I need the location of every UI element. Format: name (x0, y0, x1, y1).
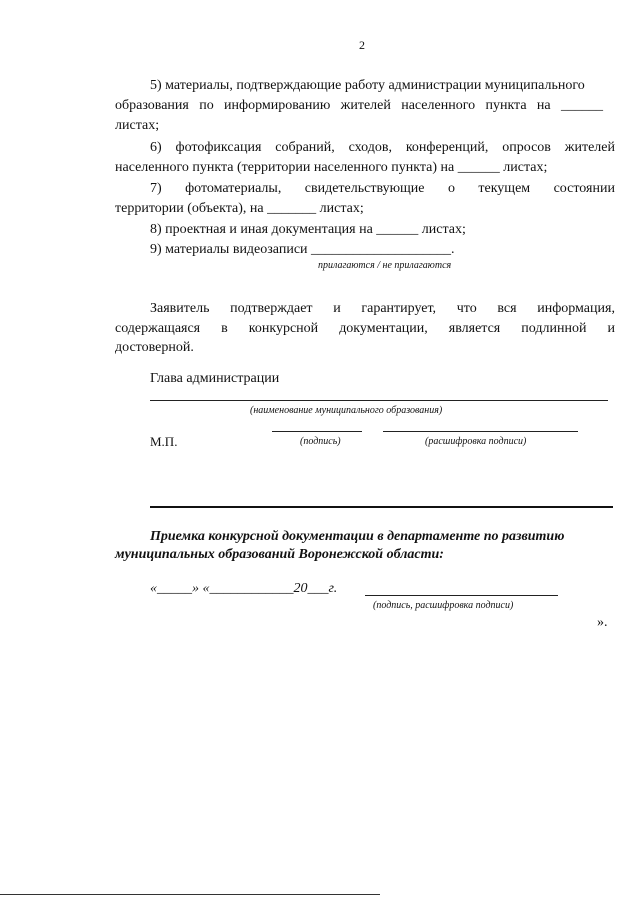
municipality-caption: (наименование муниципального образования) (250, 405, 443, 416)
footer-rule (0, 894, 380, 895)
acceptance-title-line-2: муниципальных образований Воронежской области: (115, 547, 444, 562)
word: о (447, 181, 455, 196)
municipality-line (150, 400, 608, 401)
word: населенного (401, 98, 476, 113)
word: конкурсной (248, 321, 319, 336)
head-label: Глава администрации (150, 371, 280, 386)
word: 7) (150, 181, 162, 196)
word: подтверждает (230, 301, 313, 316)
word: Заявитель (150, 301, 210, 316)
word: жителей (340, 98, 391, 113)
item-5-line-1: 5) материалы, подтверждающие работу администрации муниципального (150, 78, 585, 93)
word: подлинной (521, 321, 587, 336)
word: конференций, (405, 140, 489, 155)
word: фотоматериалы, (185, 181, 282, 196)
word: по (199, 98, 214, 113)
item-5-line-2 (115, 98, 603, 114)
word: собраний, (275, 140, 335, 155)
word: фотофиксация (175, 140, 262, 155)
word: свидетельствующие (304, 181, 425, 196)
word: является (448, 321, 501, 336)
word: ______ (560, 98, 603, 113)
sign-caption: (подпись) (300, 436, 341, 447)
item-6-line-2: населенного пункта (территории населенного пункта) на ______ листах; (115, 160, 548, 175)
sign-line (272, 431, 362, 432)
acceptance-sign-caption: (подпись, расшифровка подписи) (373, 600, 514, 611)
word: сходов, (348, 140, 392, 155)
word: в (221, 321, 228, 336)
item-6-line-1 (150, 140, 615, 156)
item-9: 9) материалы видеозаписи ____________________. (150, 242, 455, 257)
word: 6) (150, 140, 162, 155)
word: и (333, 301, 341, 316)
acceptance-title-line-1: Приемка конкурсной документации в департаменте по развитию (150, 529, 565, 544)
word: что (456, 301, 477, 316)
acceptance-closing: ». (597, 615, 608, 630)
word: документации, (339, 321, 428, 336)
word: информированию (224, 98, 331, 113)
word: текущем (478, 181, 531, 196)
item-8: 8) проектная и иная документация на ______ листах; (150, 222, 466, 237)
section-divider (150, 506, 613, 508)
item-5-line-3: листах; (115, 118, 160, 133)
word: на (536, 98, 551, 113)
declaration-line-3: достоверной. (115, 340, 194, 355)
item-7-line-1 (150, 181, 615, 197)
word: пункта (485, 98, 527, 113)
word: информация, (537, 301, 615, 316)
item-9-caption: прилагаются / не прилагаются (318, 260, 452, 271)
word: гарантирует, (361, 301, 437, 316)
decode-line (383, 431, 578, 432)
acceptance-date-line: «_____» «____________20___г. (150, 581, 338, 596)
decode-caption: (расшифровка подписи) (425, 436, 527, 447)
word: жителей (564, 140, 615, 155)
word: вся (497, 301, 517, 316)
word: содержащаяся (115, 321, 201, 336)
stamp-label: М.П. (150, 434, 178, 449)
declaration-line-1 (150, 301, 615, 317)
word: и (607, 321, 615, 336)
page-number: 2 (359, 38, 365, 52)
word: состоянии (553, 181, 615, 196)
item-7-line-2: территории (объекта), на _______ листах; (115, 201, 364, 216)
word: опросов (502, 140, 551, 155)
acceptance-sign-line (365, 595, 558, 596)
word: образования (115, 98, 189, 113)
declaration-line-2 (115, 321, 615, 337)
